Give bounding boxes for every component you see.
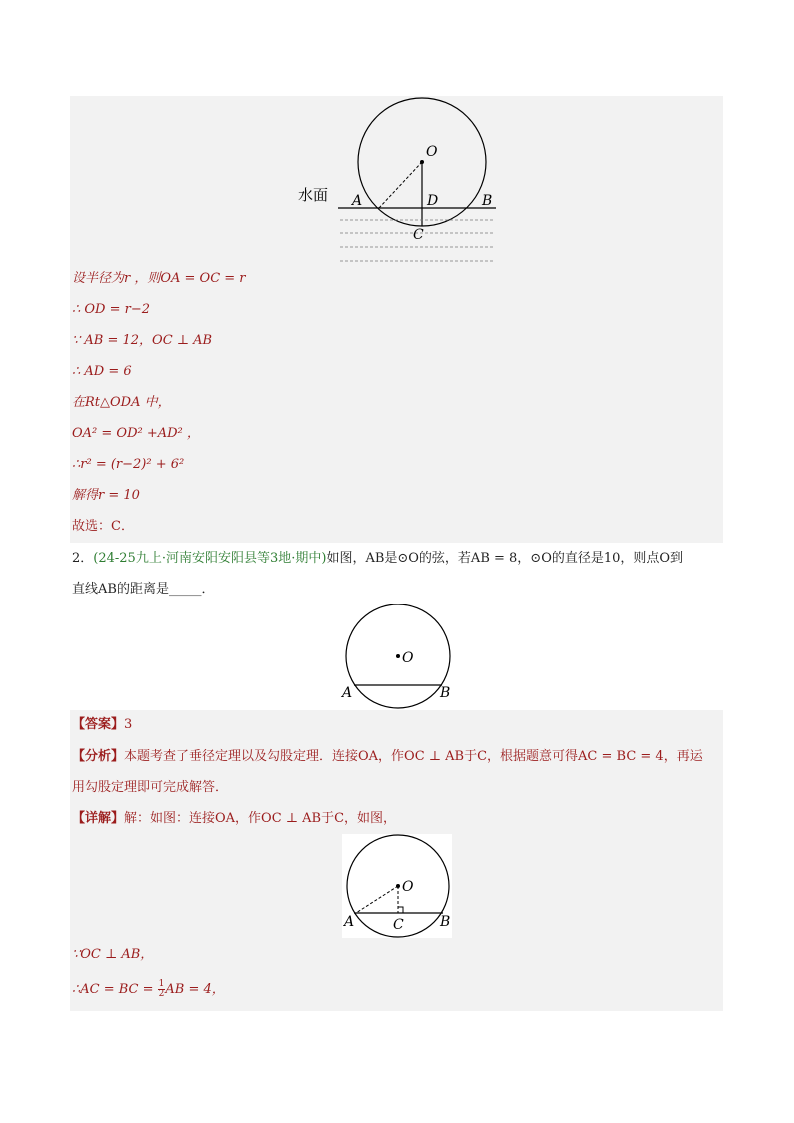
fraction-numerator: 1: [158, 979, 165, 989]
point-C-label: C: [413, 227, 424, 243]
solution1-line-3: ∵ AB = 12，OC ⊥ AB: [72, 333, 213, 348]
point-D-label: D: [427, 193, 439, 209]
solution2-eq-a: ∴AC = BC =: [72, 982, 158, 997]
solution2-line-2: [72, 980, 225, 999]
circle-perpendicular-figure: [342, 834, 452, 938]
solution2-line-1: ∵OC ⊥ AB，: [72, 947, 154, 962]
solution1-line-6: OA² = OD² +AD² ，: [72, 426, 200, 441]
fraction-denominator: 2: [158, 989, 165, 999]
solution2-eq-b: AB = 4，: [165, 982, 225, 997]
answer-tag: 【答案】: [72, 717, 125, 732]
fig3-C-label: C: [393, 917, 404, 933]
water-label: 水面: [298, 186, 329, 204]
circle-chord-figure: [336, 604, 460, 712]
point-B-label: B: [482, 193, 493, 209]
fig2-B-label: B: [440, 685, 451, 701]
question-2-line-1: [72, 550, 683, 568]
solution1-line-5: 在Rt△ODA 中，: [72, 395, 171, 410]
analysis-text-a: 本题考查了垂径定理以及勾股定理．连接OA，作OC ⊥ AB于C，根据题意可得AC = BC = 4，再运: [124, 749, 703, 764]
point-A-label: A: [352, 193, 363, 209]
point-O-label: O: [426, 144, 438, 160]
question-source: (24-25九上·河南安阳安阳县等3地·期中): [93, 551, 327, 566]
analysis-line-2: 用勾股定理即可完成解答．: [72, 780, 229, 795]
analysis-tag: 【分析】: [72, 749, 125, 764]
fig3-A-label: A: [344, 914, 355, 930]
fig2-O-label: O: [402, 650, 414, 666]
circle-water-figure: [290, 96, 510, 266]
solution1-line-4: ∴ AD = 6: [72, 364, 132, 379]
solution1-line-8: 解得r = 10: [72, 488, 140, 503]
question-text-a: 如图，AB是⊙O的弦，若AB = 8，⊙O的直径是10，则点O到: [326, 551, 684, 566]
fig3-B-label: B: [440, 914, 451, 930]
solution1-line-2: ∴ OD = r−2: [72, 302, 151, 317]
detail-text: 解：如图：连接OA，作OC ⊥ AB于C，如图，: [124, 811, 397, 826]
answer-line: [72, 716, 132, 734]
answer-value: 3: [124, 717, 133, 732]
solution1-line-9: 故选：C．: [72, 519, 134, 534]
fig3-O-label: O: [402, 879, 414, 895]
detail-tag: 【详解】: [72, 811, 125, 826]
detail-line: [72, 810, 396, 828]
fig2-A-label: A: [342, 685, 353, 701]
solution1-line-7: ∴r² = (r−2)² + 6²: [72, 457, 185, 472]
question-number: 2．: [72, 551, 94, 566]
analysis-line-1: [72, 748, 703, 766]
question-2-line-2: 直线AB的距离是_____．: [72, 582, 215, 597]
solution1-line-1: 设半径为r ，则OA = OC = r: [72, 271, 246, 286]
